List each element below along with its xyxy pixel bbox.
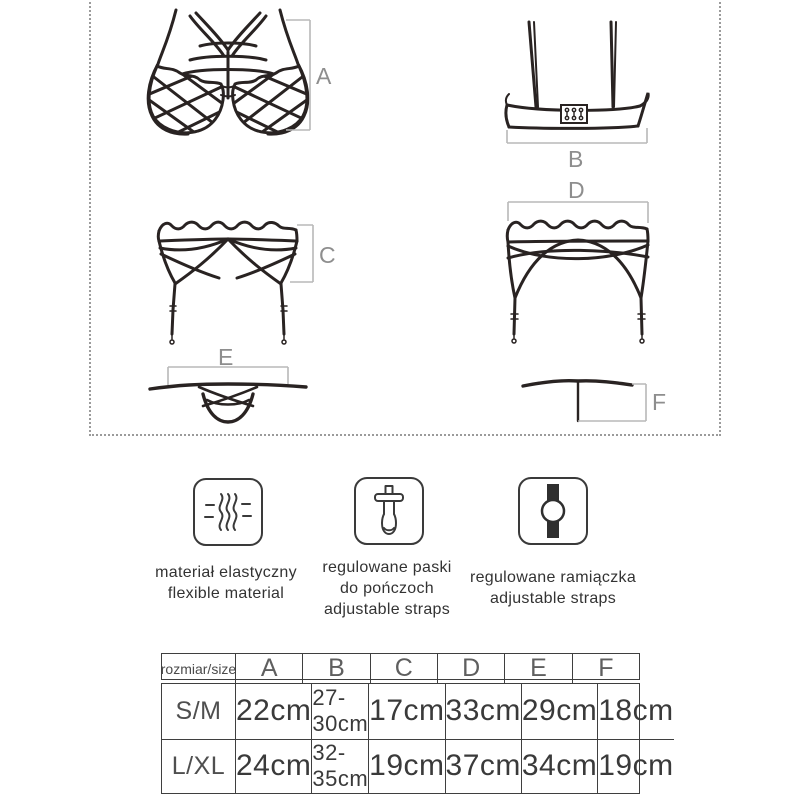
- value-cell: 22cm: [235, 684, 311, 739]
- caption-line: adjustable straps: [323, 601, 451, 618]
- garter-clip-glyph: [356, 479, 422, 543]
- size-table-header: [161, 653, 640, 680]
- garter-front-drawing: [158, 222, 297, 344]
- caption-line: flexible material: [167, 585, 285, 602]
- caption-line: regulowane ramiączka: [469, 569, 637, 586]
- value-cell: 32-35cm: [312, 740, 369, 792]
- measure-label-e: E: [218, 344, 235, 370]
- feature-caption-straps: [460, 567, 646, 609]
- size-label: S/M: [175, 696, 222, 725]
- column-header: B: [302, 654, 369, 683]
- measure-label-f: F: [652, 389, 668, 415]
- elastic-waves-glyph: [195, 480, 261, 544]
- value-cell: 29cm: [521, 684, 597, 739]
- feature-caption-elastic: [133, 562, 319, 604]
- value-cell: 19cm: [597, 739, 673, 794]
- corner-label: rozmiar/size: [160, 660, 237, 677]
- size-label: L/XL: [162, 739, 235, 794]
- value-cell: 37cm: [445, 739, 521, 794]
- column-header: C: [370, 654, 437, 683]
- size-table-body: [161, 683, 674, 794]
- value-cell: 17cm: [368, 684, 444, 739]
- bra-front-drawing: [138, 10, 318, 142]
- garter-back-drawing: [507, 221, 648, 343]
- caption-line: adjustable straps: [489, 590, 617, 607]
- value-cell: 27-30cm: [311, 684, 368, 739]
- garter-clip-icon: [354, 477, 424, 545]
- measure-label-b: B: [568, 146, 585, 172]
- caption-line: regulowane paski: [322, 559, 452, 576]
- adjustable-strap-icon: [518, 477, 588, 545]
- dim-f: [578, 384, 646, 421]
- dim-d: [508, 202, 648, 223]
- measure-label-a: A: [316, 63, 333, 89]
- column-header: D: [437, 654, 504, 683]
- column-header: A: [235, 654, 302, 683]
- value-cell: 24cm: [235, 739, 311, 794]
- elastic-material-icon: [193, 478, 263, 546]
- caption-line: materiał elastyczny: [155, 564, 297, 581]
- feature-caption-garter: [300, 557, 474, 620]
- thong-back-drawing: [523, 381, 632, 421]
- measure-label-d: D: [568, 177, 586, 203]
- panties-front-drawing: [150, 384, 306, 422]
- value-cell: 19cm: [368, 739, 444, 794]
- dim-b: [507, 128, 647, 143]
- value-cell: 34cm: [521, 739, 597, 794]
- bra-back-drawing: [506, 22, 648, 128]
- value-cell: 33cm: [445, 684, 521, 739]
- measure-label-c: C: [319, 242, 337, 268]
- strap-slider-glyph: [520, 479, 586, 543]
- column-header: F: [572, 654, 639, 683]
- column-header: E: [504, 654, 571, 683]
- caption-line: do pończoch: [339, 580, 435, 597]
- value-cell: 18cm: [597, 684, 673, 739]
